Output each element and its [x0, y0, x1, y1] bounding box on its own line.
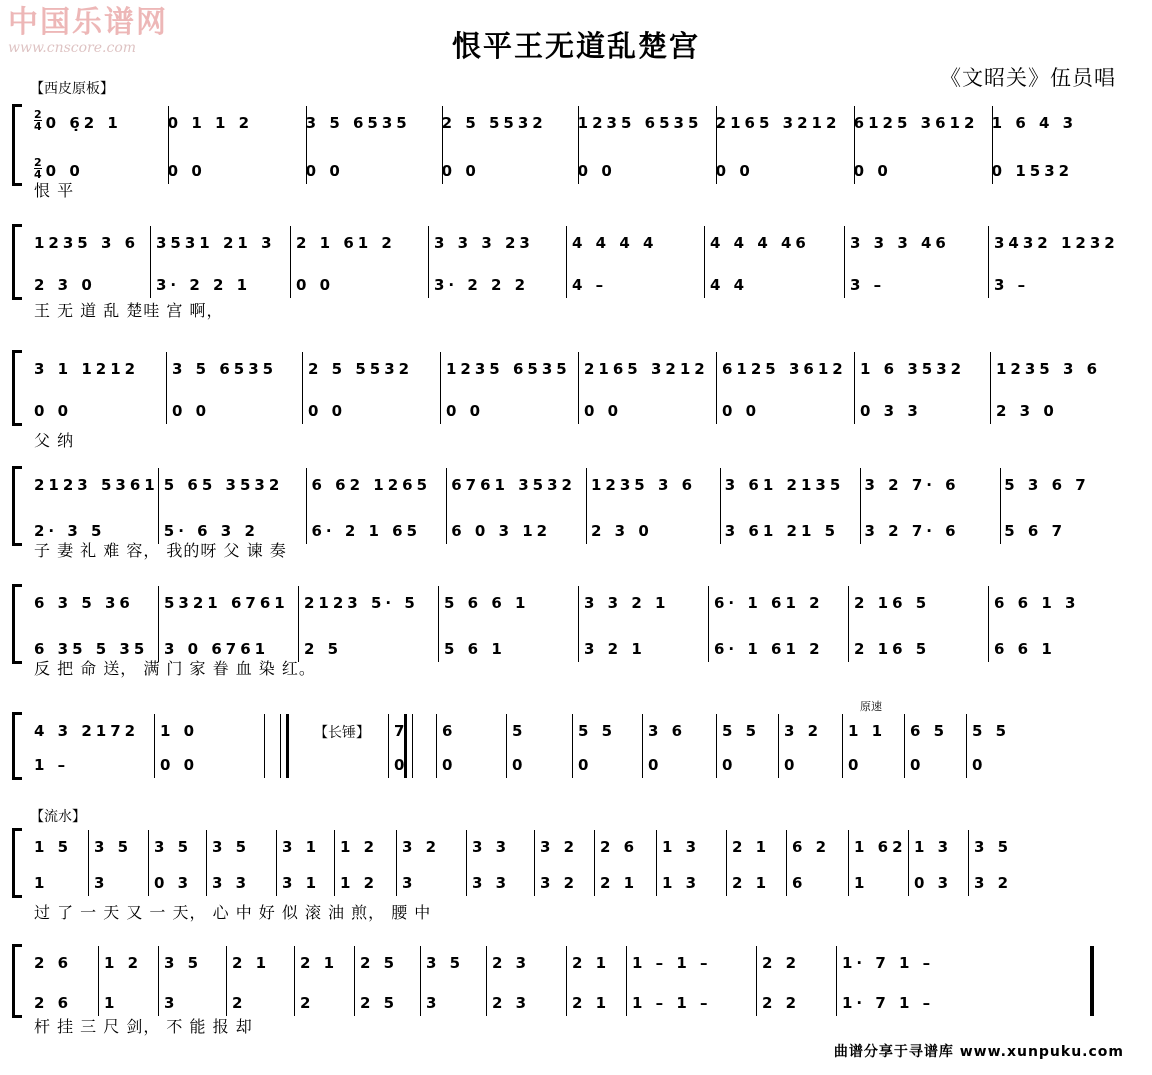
upper-measure: 2 1 [732, 838, 771, 856]
final-barline [1090, 946, 1094, 1016]
upper-measure: 1· 7 1 – [842, 954, 935, 972]
lower-measure: 0 [972, 756, 987, 774]
score-system [12, 584, 1124, 678]
lower-measure: 0 [648, 756, 663, 774]
upper-staff [34, 470, 1124, 494]
footer-credit: 曲谱分享于寻谱库 www.xunpuku.com [833, 1044, 1124, 1060]
lower-measure: 0 0 [584, 402, 623, 420]
lower-measure: 5 6 7 [1004, 522, 1067, 540]
lower-measure: 1 [34, 874, 49, 892]
lower-measure: 2 1 [732, 874, 771, 892]
lower-measure: 1 [854, 874, 869, 892]
lyrics-line: 杆 挂 三 尺 剑， 不 能 报 却 [34, 1017, 253, 1036]
upper-measure: 3 61 2135 [724, 476, 845, 494]
lower-measure: 2 3 0 [996, 402, 1058, 420]
upper-measure: 7 [394, 722, 409, 740]
lower-measure: 6 35 5 35 [34, 640, 149, 658]
score-system [12, 828, 1124, 922]
lower-measure: 3 3 [472, 874, 511, 892]
tempo-label: 原速 [860, 700, 882, 713]
upper-measure: 6 2 [792, 838, 831, 856]
upper-measure: 1 3 [914, 838, 953, 856]
lower-measure: 3· 2 2 1 [156, 276, 252, 294]
system-bracket [12, 584, 22, 664]
lower-measure: 2 5 [304, 640, 343, 658]
lower-measure: 2 6 [34, 994, 73, 1012]
lower-measure: 1 – 1 – [632, 994, 712, 1012]
system-bracket [12, 350, 22, 426]
upper-measure: 3 3 [472, 838, 511, 856]
lower-measure: 0 0 [160, 756, 199, 774]
lower-measure: 6· 1 61 2 [714, 640, 824, 658]
lower-measure: 1 [104, 994, 119, 1012]
upper-measure: 5 6 6 1 [444, 594, 530, 612]
lyrics-line: 子 妻 礼 难 容， 我的呀 父 谏 奏 [34, 541, 287, 560]
lower-measure: 0 [722, 756, 737, 774]
lower-measure: 0 [442, 756, 457, 774]
lower-measure: 2 3 0 [34, 276, 96, 294]
lower-measure: 3· 2 2 2 [434, 276, 530, 294]
system-bracket [12, 944, 22, 1018]
lower-measure: 0 0 [577, 162, 616, 180]
upper-measure: 4 4 4 46 [710, 234, 810, 252]
upper-measure: 3 5 [164, 954, 203, 972]
upper-measure: 1 3 [662, 838, 701, 856]
upper-measure: 3 5 [154, 838, 193, 856]
lower-measure: 2 16 5 [854, 640, 931, 658]
lower-measure: 3 2 [974, 874, 1013, 892]
lower-measure: 3 [164, 994, 179, 1012]
upper-measure: 2 6 [34, 954, 73, 972]
lyrics-line: 过 了 一 天 又 一 天， 心 中 好 似 滚 油 煎， 腰 中 [34, 903, 432, 922]
upper-measure: 6 [442, 722, 457, 740]
lower-measure: 2 1 [572, 994, 611, 1012]
lower-measure: 2 [300, 994, 315, 1012]
upper-measure: 2 6 [600, 838, 639, 856]
lower-measure: 0 3 [914, 874, 953, 892]
lower-measure: 0 0 [305, 162, 344, 180]
lower-measure: 0 0 [441, 162, 480, 180]
lower-measure: 3 2 [540, 874, 579, 892]
lower-measure: 2 3 [492, 994, 531, 1012]
lower-measure: 2· 3 5 [34, 522, 106, 540]
score-system [12, 712, 1124, 780]
upper-measure: 1 1 [848, 722, 887, 740]
upper-measure: 2123 5361 [34, 476, 159, 494]
system-bracket [12, 104, 22, 186]
upper-measure: 1 2 [340, 838, 379, 856]
upper-measure: 0 6̣2 1 [45, 114, 122, 132]
lower-measure: 6 [792, 874, 807, 892]
upper-measure: 2165 3212 [584, 360, 709, 378]
system-bracket [12, 224, 22, 300]
upper-measure: 2 3 [492, 954, 531, 972]
upper-measure: 1 0 [160, 722, 199, 740]
upper-measure: 5 5 [578, 722, 617, 740]
upper-measure: 2 1 [232, 954, 271, 972]
upper-measure: 1 6 4 3 [991, 114, 1078, 132]
lower-measure: 3 2 7· 6 [864, 522, 960, 540]
upper-measure: 6· 1 61 2 [714, 594, 824, 612]
score-system [12, 466, 1124, 560]
lower-measure: 1 3 [662, 874, 701, 892]
upper-staff [34, 354, 1124, 378]
upper-measure: 1 – 1 – [632, 954, 712, 972]
upper-measure: 1 62 [854, 838, 907, 856]
upper-measure: 1 2 [104, 954, 143, 972]
upper-measure: 5 3 6 7 [1004, 476, 1090, 494]
lower-measure: 0 0 [715, 162, 754, 180]
lower-measure: 0 3 [154, 874, 193, 892]
lower-measure: 4 – [572, 276, 608, 294]
upper-measure: 3 6 [648, 722, 687, 740]
upper-measure: 6125 3612 [722, 360, 847, 378]
upper-measure: 3 5 [974, 838, 1013, 856]
upper-measure: 3 2 7· 6 [864, 476, 960, 494]
lower-measure: 3 [94, 874, 109, 892]
lower-measure: 2 1 [600, 874, 639, 892]
lower-measure: 3 – [850, 276, 886, 294]
upper-staff [34, 228, 1124, 252]
section-label-xipi: 【西皮原板】 [30, 81, 114, 97]
lower-measure: 1 2 [340, 874, 379, 892]
upper-measure: 3 3 3 46 [850, 234, 950, 252]
lower-measure: 0 0 [45, 162, 84, 180]
upper-measure: 4 3 2172 [34, 722, 140, 740]
lower-measure: 0 [910, 756, 925, 774]
lyrics-line: 反 把 命 送， 满 门 家 眷 血 染 红。 [34, 659, 316, 678]
lower-measure: 2 5 [360, 994, 399, 1012]
lower-measure: 0 0 [722, 402, 761, 420]
lower-measure: 0 0 [296, 276, 335, 294]
upper-measure: 5 65 3532 [163, 476, 284, 494]
lower-measure: 0 [512, 756, 527, 774]
system-bracket [12, 466, 22, 546]
lower-staff [34, 868, 1124, 892]
upper-measure: 3 2 [540, 838, 579, 856]
lower-measure: 3 [426, 994, 441, 1012]
score-system [12, 944, 1124, 1036]
lower-staff [34, 516, 1124, 540]
upper-measure: 1235 3 6 [996, 360, 1102, 378]
upper-measure: 3 5 6535 [305, 114, 411, 132]
lower-measure: 0 1532 [991, 162, 1074, 180]
upper-measure: 3 5 [426, 954, 465, 972]
upper-measure: 5 [512, 722, 527, 740]
lower-measure: 6 6 1 [994, 640, 1056, 658]
upper-measure: 2 5 5532 [308, 360, 414, 378]
lower-measure: 5· 6 3 2 [163, 522, 259, 540]
upper-measure: 3432 1232 [994, 234, 1119, 252]
upper-measure: 6 5 [910, 722, 949, 740]
lower-measure: 4 4 [710, 276, 749, 294]
upper-measure: 2 5 5532 [441, 114, 547, 132]
lyrics-line: 父 纳 [34, 431, 75, 450]
upper-measure: 3 5 [212, 838, 251, 856]
upper-staff [34, 108, 1124, 132]
upper-measure: 3 5 [94, 838, 133, 856]
lower-measure: 3 – [994, 276, 1030, 294]
lower-measure: 0 0 [172, 402, 211, 420]
watermark-logo: 中国乐谱网 [8, 5, 168, 40]
system-bracket [12, 712, 22, 780]
score-system [12, 350, 1124, 450]
lower-measure: 0 [848, 756, 863, 774]
lower-staff [34, 750, 1124, 774]
double-barline [280, 714, 289, 778]
section-label-liushui: 【流水】 [30, 809, 86, 825]
lower-measure: 3 1 [282, 874, 321, 892]
lower-measure: 2 3 0 [591, 522, 653, 540]
lower-measure: 0 [578, 756, 593, 774]
lower-measure: 3 61 21 5 [724, 522, 840, 540]
upper-measure: 5 5 [722, 722, 761, 740]
lower-staff [34, 156, 1124, 180]
lower-staff [34, 988, 1124, 1012]
lyrics-line: 恨 平 [34, 181, 75, 200]
upper-measure: 2165 3212 [715, 114, 841, 132]
upper-measure: 2 1 [572, 954, 611, 972]
upper-measure: 5 5 [972, 722, 1011, 740]
upper-measure: 3 1 1212 [34, 360, 140, 378]
upper-measure: 3 2 [784, 722, 823, 740]
lower-staff [34, 270, 1124, 294]
upper-measure: 3 5 6535 [172, 360, 278, 378]
lower-measure: 5 6 1 [444, 640, 506, 658]
lower-measure: 0 0 [167, 162, 206, 180]
lower-measure: 6· 2 1 65 [311, 522, 422, 540]
upper-measure: 1235 6535 [577, 114, 703, 132]
upper-measure: 2 1 61 2 [296, 234, 396, 252]
attribution: 《文昭关》伍员唱 [940, 66, 1116, 90]
upper-measure: 2123 5· 5 [304, 594, 419, 612]
upper-measure: 3 3 3 23 [434, 234, 534, 252]
lower-measure: 1· 7 1 – [842, 994, 935, 1012]
lower-measure: 3 0 6761 [164, 640, 270, 658]
upper-measure: 6761 3532 [451, 476, 576, 494]
upper-measure: 6 3 5 36 [34, 594, 134, 612]
upper-measure: 1 5 [34, 838, 73, 856]
lower-measure: 6 0 3 12 [451, 522, 552, 540]
lower-measure: 0 0 [446, 402, 485, 420]
upper-measure: 6 6 1 3 [994, 594, 1080, 612]
upper-measure: 3 1 [282, 838, 321, 856]
repeat-start-barline [404, 714, 413, 778]
upper-staff [34, 832, 1124, 856]
lower-measure: 2 2 [762, 994, 801, 1012]
upper-measure: 6125 3612 [853, 114, 979, 132]
upper-staff [34, 716, 1124, 740]
section-label-changchui: 【长锤】 [314, 725, 370, 741]
time-signature: 2 4 [34, 156, 42, 181]
upper-measure: 3531 21 3 [156, 234, 276, 252]
upper-staff [34, 948, 1124, 972]
upper-measure: 4 4 4 4 [572, 234, 658, 252]
upper-measure: 3 2 [402, 838, 441, 856]
lower-measure: 1 – [34, 756, 70, 774]
page-title: 恨平王无道乱楚宫 [451, 29, 700, 63]
upper-measure: 2 16 5 [854, 594, 931, 612]
upper-measure: 2 2 [762, 954, 801, 972]
upper-measure: 5321 6761 [164, 594, 289, 612]
lower-staff [34, 396, 1124, 420]
upper-measure: 2 5 [360, 954, 399, 972]
score-system [12, 104, 1124, 200]
lower-measure: 0 0 [853, 162, 892, 180]
lower-measure: 0 [394, 756, 409, 774]
lower-measure: 0 0 [308, 402, 347, 420]
lower-measure: 3 2 1 [584, 640, 646, 658]
lower-measure: 3 3 [212, 874, 251, 892]
lower-measure: 3 [402, 874, 417, 892]
upper-measure: 1235 6535 [446, 360, 571, 378]
score-system [12, 224, 1124, 320]
upper-measure: 3 3 2 1 [584, 594, 670, 612]
lower-measure: 2 [232, 994, 247, 1012]
upper-staff [34, 588, 1124, 612]
watermark-url: www.cnscore.com [8, 40, 137, 56]
lower-measure: 0 [784, 756, 799, 774]
upper-measure: 2 1 [300, 954, 339, 972]
lyrics-line: 王 无 道 乱 楚哇 宫 啊， [34, 301, 224, 320]
system-bracket [12, 828, 22, 898]
upper-measure: 1235 3 6 [591, 476, 697, 494]
lower-staff [34, 634, 1124, 658]
lower-measure: 0 3 3 [860, 402, 922, 420]
lower-measure: 0 0 [34, 402, 73, 420]
upper-measure: 1 6 3532 [860, 360, 966, 378]
upper-measure: 0 1 1 2 [167, 114, 254, 132]
upper-measure: 6 62 1265 [311, 476, 432, 494]
time-signature: 2 4 [34, 108, 42, 133]
upper-measure: 1235 3 6 [34, 234, 140, 252]
